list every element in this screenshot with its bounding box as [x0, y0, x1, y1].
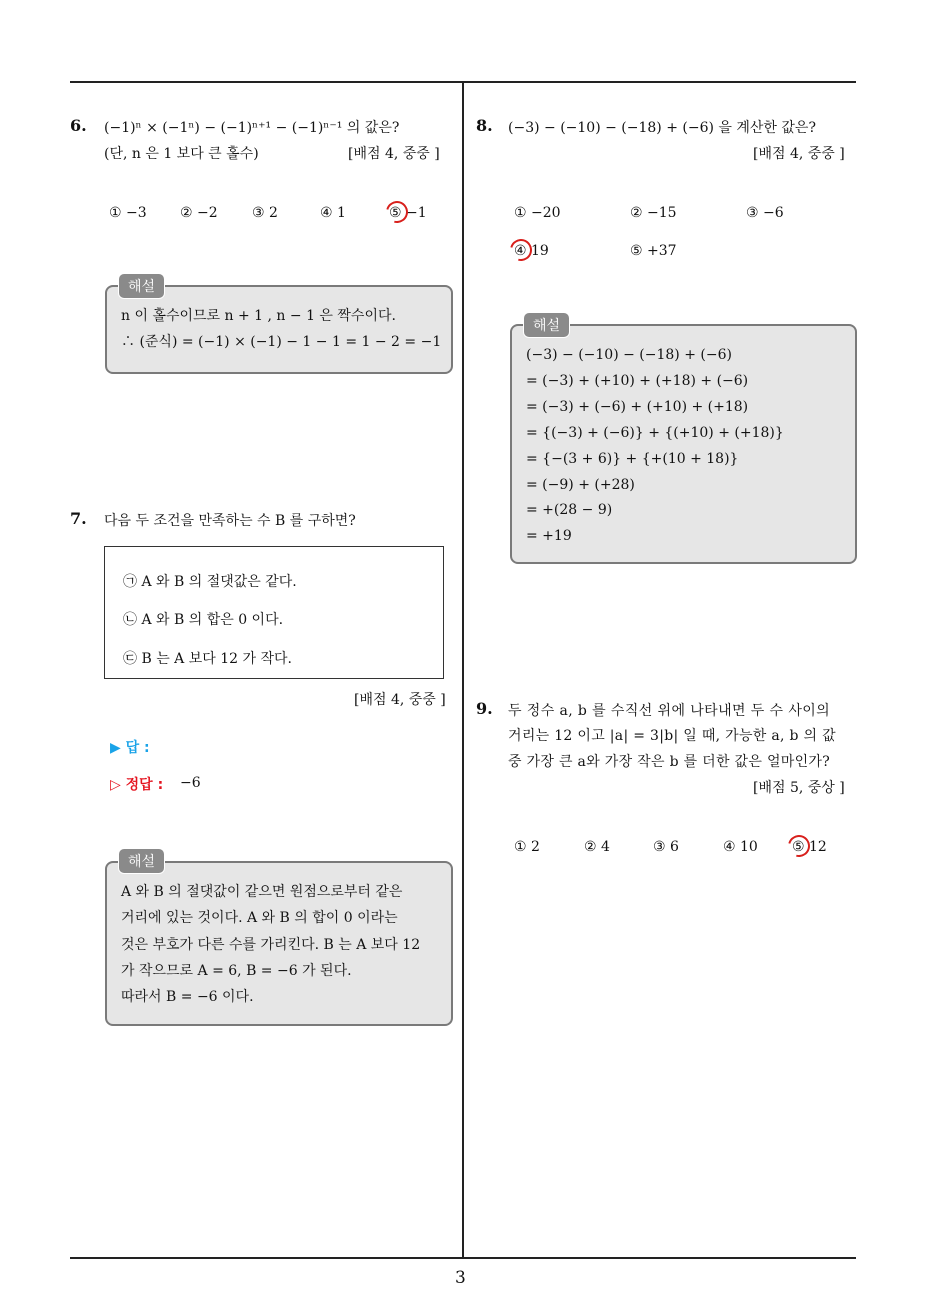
q6-explanation-tag: 해설 [118, 273, 165, 299]
q9-choice-5[interactable]: ⑤ 12 [792, 839, 827, 855]
q9-text-line3: 중 가장 큰 a와 가장 작은 b 를 더한 값은 얼마인가? [508, 754, 831, 770]
q8-explain-line: (−3) − (−10) − (−18) + (−6) [526, 347, 732, 363]
q9-number: 9. [476, 699, 493, 718]
q6-explain-line: n 이 홀수이므로 n + 1 , n − 1 은 짝수이다. [121, 308, 396, 324]
q9-choice-2[interactable]: ② 4 [584, 839, 610, 855]
q8-choice-3[interactable]: ③ −6 [746, 205, 784, 221]
q6-choice-4[interactable]: ④ 1 [320, 205, 346, 221]
q7-condition-3: ㉢ B 는 A 보다 12 가 작다. [123, 651, 292, 667]
q7-explain-line: 거리에 있는 것이다. A 와 B 의 합이 0 이라는 [121, 910, 398, 926]
q7-score: [배점 4, 중중 ] [354, 692, 446, 708]
bottom-rule [70, 1257, 856, 1259]
q7-correct-value: −6 [180, 775, 201, 791]
q6-score: [배점 4, 중중 ] [348, 146, 440, 162]
q7-condition-1: ㉠ A 와 B 의 절댓값은 같다. [123, 574, 297, 590]
q7-explain-line: 가 작으므로 A = 6, B = −6 가 된다. [121, 963, 352, 979]
q6-choice-1[interactable]: ① −3 [109, 205, 147, 221]
q8-explain-line: = +19 [526, 528, 572, 544]
q6-explain-line: ∴ (준식) = (−1) × (−1) − 1 − 1 = 1 − 2 = −1 [121, 334, 442, 350]
q7-correct-label: ▷ 정답 : [110, 777, 164, 793]
q9-answer-mark-icon [784, 831, 814, 861]
q8-number: 8. [476, 116, 493, 135]
q7-explain-line: A 와 B 의 절댓값이 같으면 원점으로부터 같은 [121, 884, 403, 900]
q7-explanation-tag: 해설 [118, 848, 165, 874]
q7-question: 다음 두 조건을 만족하는 수 B 를 구하면? [104, 513, 356, 529]
q9-choice-4[interactable]: ④ 10 [723, 839, 758, 855]
q6-choice-3[interactable]: ③ 2 [252, 205, 278, 221]
q8-question: (−3) − (−10) − (−18) + (−6) 을 계산한 값은? [508, 120, 816, 136]
q7-condition-2: ㉡ A 와 B 의 합은 0 이다. [123, 612, 284, 628]
q8-explain-line: = (−9) + (+28) [526, 477, 635, 493]
q9-text-line1: 두 정수 a, b 를 수직선 위에 나타내면 두 수 사이의 [508, 703, 831, 719]
q6-text-line2: (단, n 은 1 보다 큰 홀수) [104, 146, 259, 162]
q7-explain-line: 것은 부호가 다른 수를 가리킨다. B 는 A 보다 12 [121, 937, 421, 953]
q6-choice-5[interactable]: ⑤ −1 [389, 205, 427, 221]
q9-text-line2: 거리는 12 이고 |a| = 3|b| 일 때, 가능한 a, b 의 값 [508, 728, 836, 744]
q8-choice-4[interactable]: ④ 19 [514, 243, 549, 259]
q8-score: [배점 4, 중중 ] [753, 146, 845, 162]
q9-choice-1[interactable]: ① 2 [514, 839, 540, 855]
q9-choice-3[interactable]: ③ 6 [653, 839, 679, 855]
q7-explain-line: 따라서 B = −6 이다. [121, 989, 254, 1005]
q8-choice-5[interactable]: ⑤ +37 [630, 243, 677, 259]
q7-answer-label: ▶ 답 : [110, 740, 150, 756]
q8-explain-line: = {−(3 + 6)} + {+(10 + 18)} [526, 451, 739, 467]
q8-explain-line: = (−3) + (+10) + (+18) + (−6) [526, 373, 749, 389]
column-divider [462, 83, 464, 1258]
q8-explanation-tag: 해설 [523, 312, 570, 338]
q7-explanation-box [105, 861, 453, 1026]
q6-number: 6. [70, 116, 87, 135]
q9-score: [배점 5, 중상 ] [753, 780, 845, 796]
q6-answer-mark-icon [382, 197, 412, 227]
q7-conditions-box [104, 546, 444, 679]
q8-choice-2[interactable]: ② −15 [630, 205, 677, 221]
q8-explain-line: = +(28 − 9) [526, 502, 613, 518]
q8-explain-line: = (−3) + (−6) + (+10) + (+18) [526, 399, 749, 415]
q8-answer-mark-icon [506, 235, 536, 265]
q8-choice-1[interactable]: ① −20 [514, 205, 561, 221]
q8-explanation-box [510, 324, 857, 564]
q7-number: 7. [70, 509, 87, 528]
q6-text-line1: (−1)ⁿ × (−1ⁿ) − (−1)ⁿ⁺¹ − (−1)ⁿ⁻¹ 의 값은? [104, 120, 400, 136]
q6-choice-2[interactable]: ② −2 [180, 205, 218, 221]
page-number: 3 [455, 1268, 466, 1288]
q8-explain-line: = {(−3) + (−6)} + {(+10) + (+18)} [526, 425, 784, 441]
